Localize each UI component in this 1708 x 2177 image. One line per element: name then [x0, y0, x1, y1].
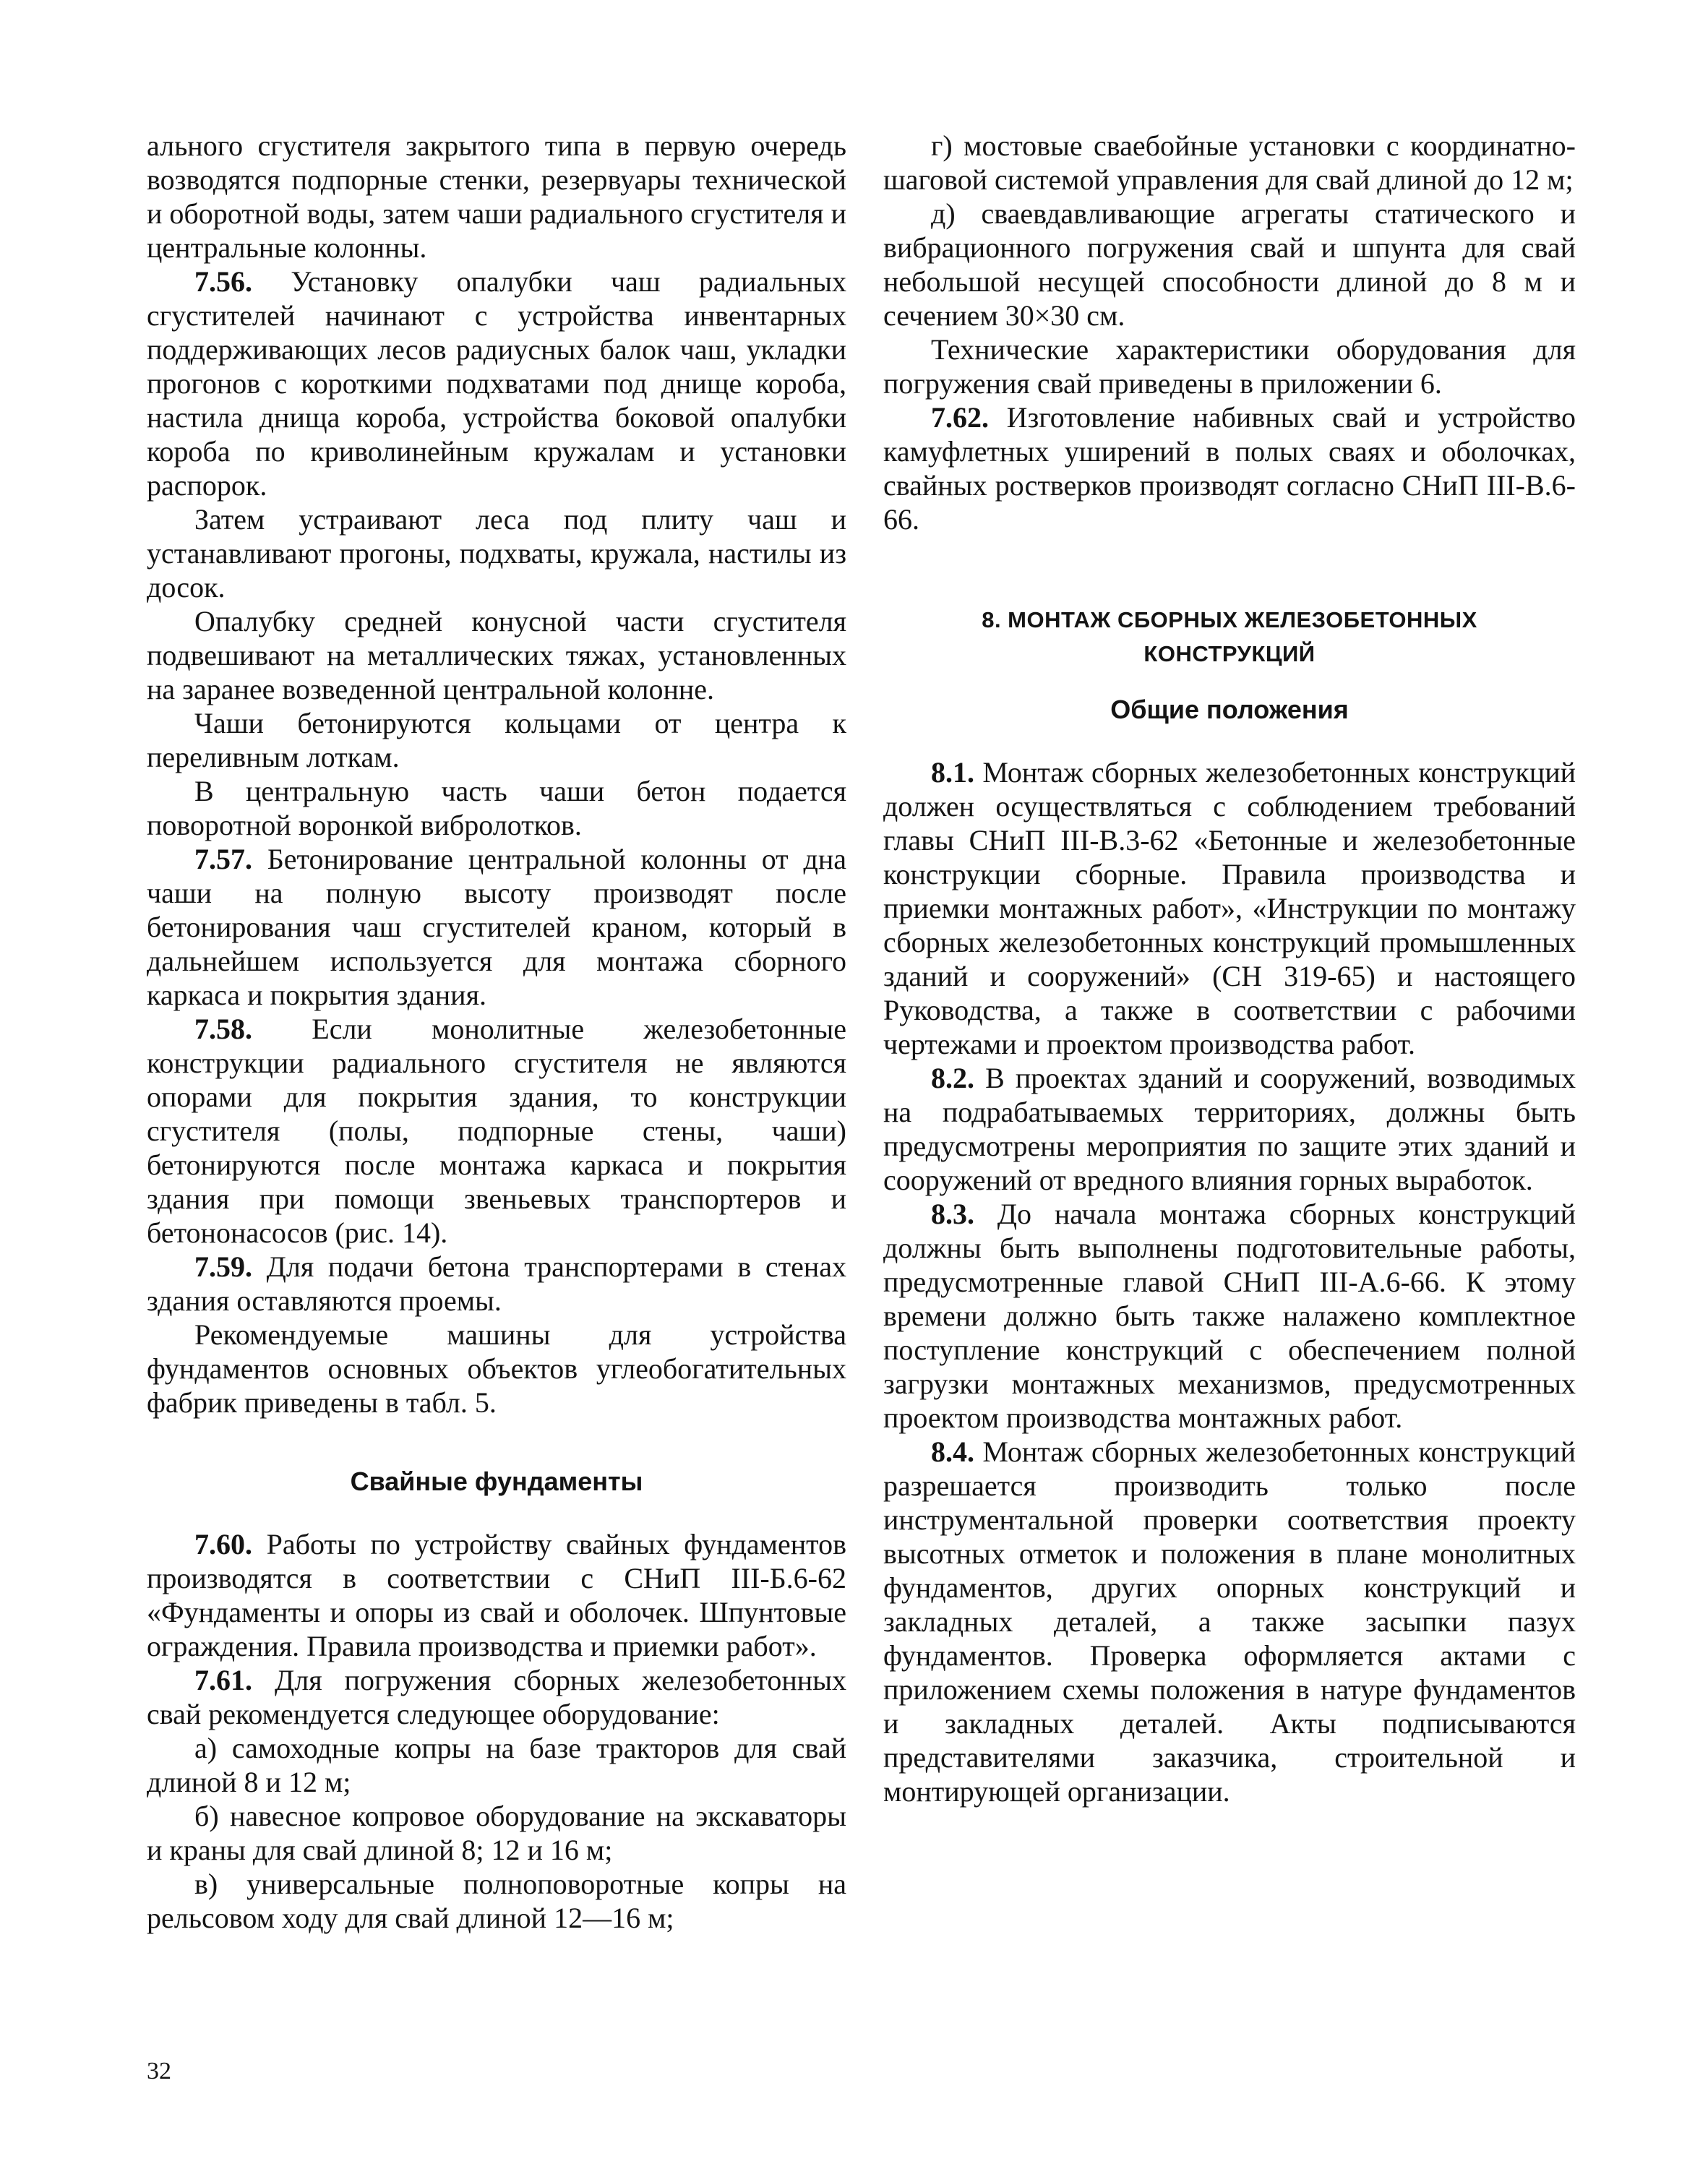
section-8-heading-line1: 8. МОНТАЖ СБОРНЫХ ЖЕЛЕЗОБЕТОННЫХ: [982, 607, 1477, 632]
list-item-g: г) мостовые сваебойные установки с координатно-шаговой системой управления для свай длиной до 12 м;: [883, 129, 1576, 196]
paragraph-text: Бетонирование центральной колонны от дна чаши на полную высоту производят после бетонирования чаш сгустителей краном, который в дальнейшем используется для монтажа сборного каркаса и покрытия здания.: [147, 843, 846, 1011]
paragraph-number: 8.3.: [931, 1198, 974, 1230]
paragraph-8-3: [883, 1197, 1576, 1435]
paragraph-number: 7.59.: [194, 1250, 252, 1283]
paragraph-8-2: [883, 1061, 1576, 1197]
section-8-heading: [883, 603, 1576, 671]
paragraph-7-56: [147, 265, 846, 502]
paragraph-text: В проектах зданий и сооружений, возводимых на подрабатываемых территориях, должны быть предусмотрены мероприятия по защите этих зданий и сооружений от вредного влияния горных выработок.: [883, 1062, 1576, 1196]
page-number: 32: [147, 2058, 171, 2084]
paragraph-text: До начала монтажа сборных конструкций должны быть выполнены подготовительные работы, предусмотренные главой СНиП III-А.6-66. К этому времени должно быть также налажено комплектное поступление конструкций с обеспечением полной загрузки монтажных механизмов, предусмотренных проектом производства монтажных работ.: [883, 1198, 1576, 1434]
paragraph-text: Если монолитные железобетонные конструкции радиального сгустителя не являются опорами для покрытия здания, то конструкции сгустителя (полы, подпорные стены, чаши) бетонируются после монтажа каркаса и покрытия здания при помощи звеньевых транспортеров и бетононасосов (рис. 14).: [147, 1013, 846, 1249]
paragraph-7-56-c: Опалубку средней конусной части сгустителя подвешивают на металлических тяжах, установленных на заранее возведенной центральной колонне.: [147, 605, 846, 705]
right-column: [883, 129, 1576, 1808]
paragraph-text: Монтаж сборных железобетонных конструкций должен осуществляться с соблюдением требований главы СНиП III-В.3-62 «Бетонные и железобетонные конструкции сборные. Правила производства и приемки монтажных работ», «Инструкции по монтажу сборных железобетонных конструкций промышленных зданий и сооружений» (СН 319-65) и настоящего Руководства, а также в соответствии с рабочими чертежами и проектом производства работ.: [883, 756, 1576, 1060]
paragraph-text: Монтаж сборных железобетонных конструкций разрешается производить только после инструментальной проверки соответствия проекту высотных отметок и положения в плане монолитных фундаментов, других опорных конструкций и закладных деталей, а также засыпки пазух фундаментов. Проверка оформляется актами с приложением схемы положения в натуре фундаментов и закладных деталей. Акты подписываются представителями заказчика, строительной и монтирующей организации.: [883, 1435, 1576, 1808]
paragraph-7-61: [147, 1663, 846, 1731]
paragraph-number: 8.4.: [931, 1435, 974, 1468]
paragraph-7-59: [147, 1250, 846, 1318]
paragraph-number: 7.62.: [931, 401, 989, 434]
paragraph-number: 7.61.: [194, 1664, 252, 1696]
paragraph-continued: ального сгустителя закрытого типа в первую очередь возводятся подпорные стенки, резервуары технической и оборотной воды, затем чаши радиального сгустителя и центральные колонны.: [147, 129, 846, 264]
list-item-d: д) сваевдавливающие агрегаты статического и вибрационного погружения свай и шпунта для свай небольшой несущей способности длиной до 8 м и сечением 30×30 см.: [883, 197, 1576, 332]
paragraph-number: 8.1.: [931, 756, 974, 789]
paragraph-text: Работы по устройству свайных фундаментов производятся в соответствии с СНиП III-Б.6-62 «Фундаменты и опоры из свай и оболочек. Шпунтовые ограждения. Правила производства и приемки работ».: [147, 1528, 846, 1662]
list-item-a: а) самоходные копры на базе тракторов для свай длиной 8 и 12 м;: [147, 1732, 846, 1798]
left-column: [147, 129, 846, 1935]
paragraph-8-4: [883, 1435, 1576, 1808]
paragraph-number: 7.56.: [194, 265, 252, 298]
paragraph-7-56-e: В центральную часть чаши бетон подается поворотной воронкой вибролотков.: [147, 775, 846, 841]
paragraph-7-57: [147, 842, 846, 1012]
paragraph-text: Установку опалубки чаш радиальных сгустителей начинают с устройства инвентарных поддерживающих лесов радиусных балок чаш, укладки прогонов с короткими подхватами под днище короба, настила днища короба, устройства боковой опалубки короба по криволинейным кружалам и установки распорок.: [147, 265, 846, 502]
paragraph-number: 7.57.: [194, 843, 252, 875]
paragraph-number: 7.58.: [194, 1013, 252, 1045]
paragraph-7-59-b: Рекомендуемые машины для устройства фундаментов основных объектов углеобогатительных фабрик приведены в табл. 5.: [147, 1318, 846, 1419]
paragraph-7-56-b: Затем устраивают леса под плиту чаш и устанавливают прогоны, подхваты, кружала, настилы из досок.: [147, 503, 846, 604]
paragraph-7-56-d: Чаши бетонируются кольцами от центра к переливным лоткам.: [147, 707, 846, 773]
paragraph-number: 7.60.: [194, 1528, 252, 1560]
section-8-heading-line2: КОНСТРУКЦИЙ: [1143, 641, 1316, 666]
paragraph-tech-characteristics: Технические характеристики оборудования для погружения свай приведены в приложении 6.: [883, 333, 1576, 400]
paragraph-text: Для подачи бетона транспортерами в стенах здания оставляются проемы.: [147, 1250, 846, 1317]
heading-pile-foundations: Свайные фундаменты: [350, 1467, 643, 1496]
paragraph-7-62: [883, 400, 1576, 536]
paragraph-7-58: [147, 1012, 846, 1250]
paragraph-text: Для погружения сборных железобетонных свай рекомендуется следующее оборудование:: [147, 1664, 846, 1730]
paragraph-number: 8.2.: [931, 1062, 974, 1094]
heading-general-provisions: Общие положения: [1110, 695, 1349, 724]
list-item-v: в) универсальные полноповоротные копры на рельсовом ходу для свай длиной 12—16 м;: [147, 1868, 846, 1934]
paragraph-8-1: [883, 755, 1576, 1061]
paragraph-7-60: [147, 1527, 846, 1663]
list-item-b: б) навесное копровое оборудование на экскаваторы и краны для свай длиной 8; 12 и 16 м;: [147, 1800, 846, 1866]
paragraph-text: Изготовление набивных свай и устройство камуфлетных уширений в полых сваях и оболочках, свайных ростверков производят согласно СНиП III-В.6-66.: [883, 401, 1576, 536]
